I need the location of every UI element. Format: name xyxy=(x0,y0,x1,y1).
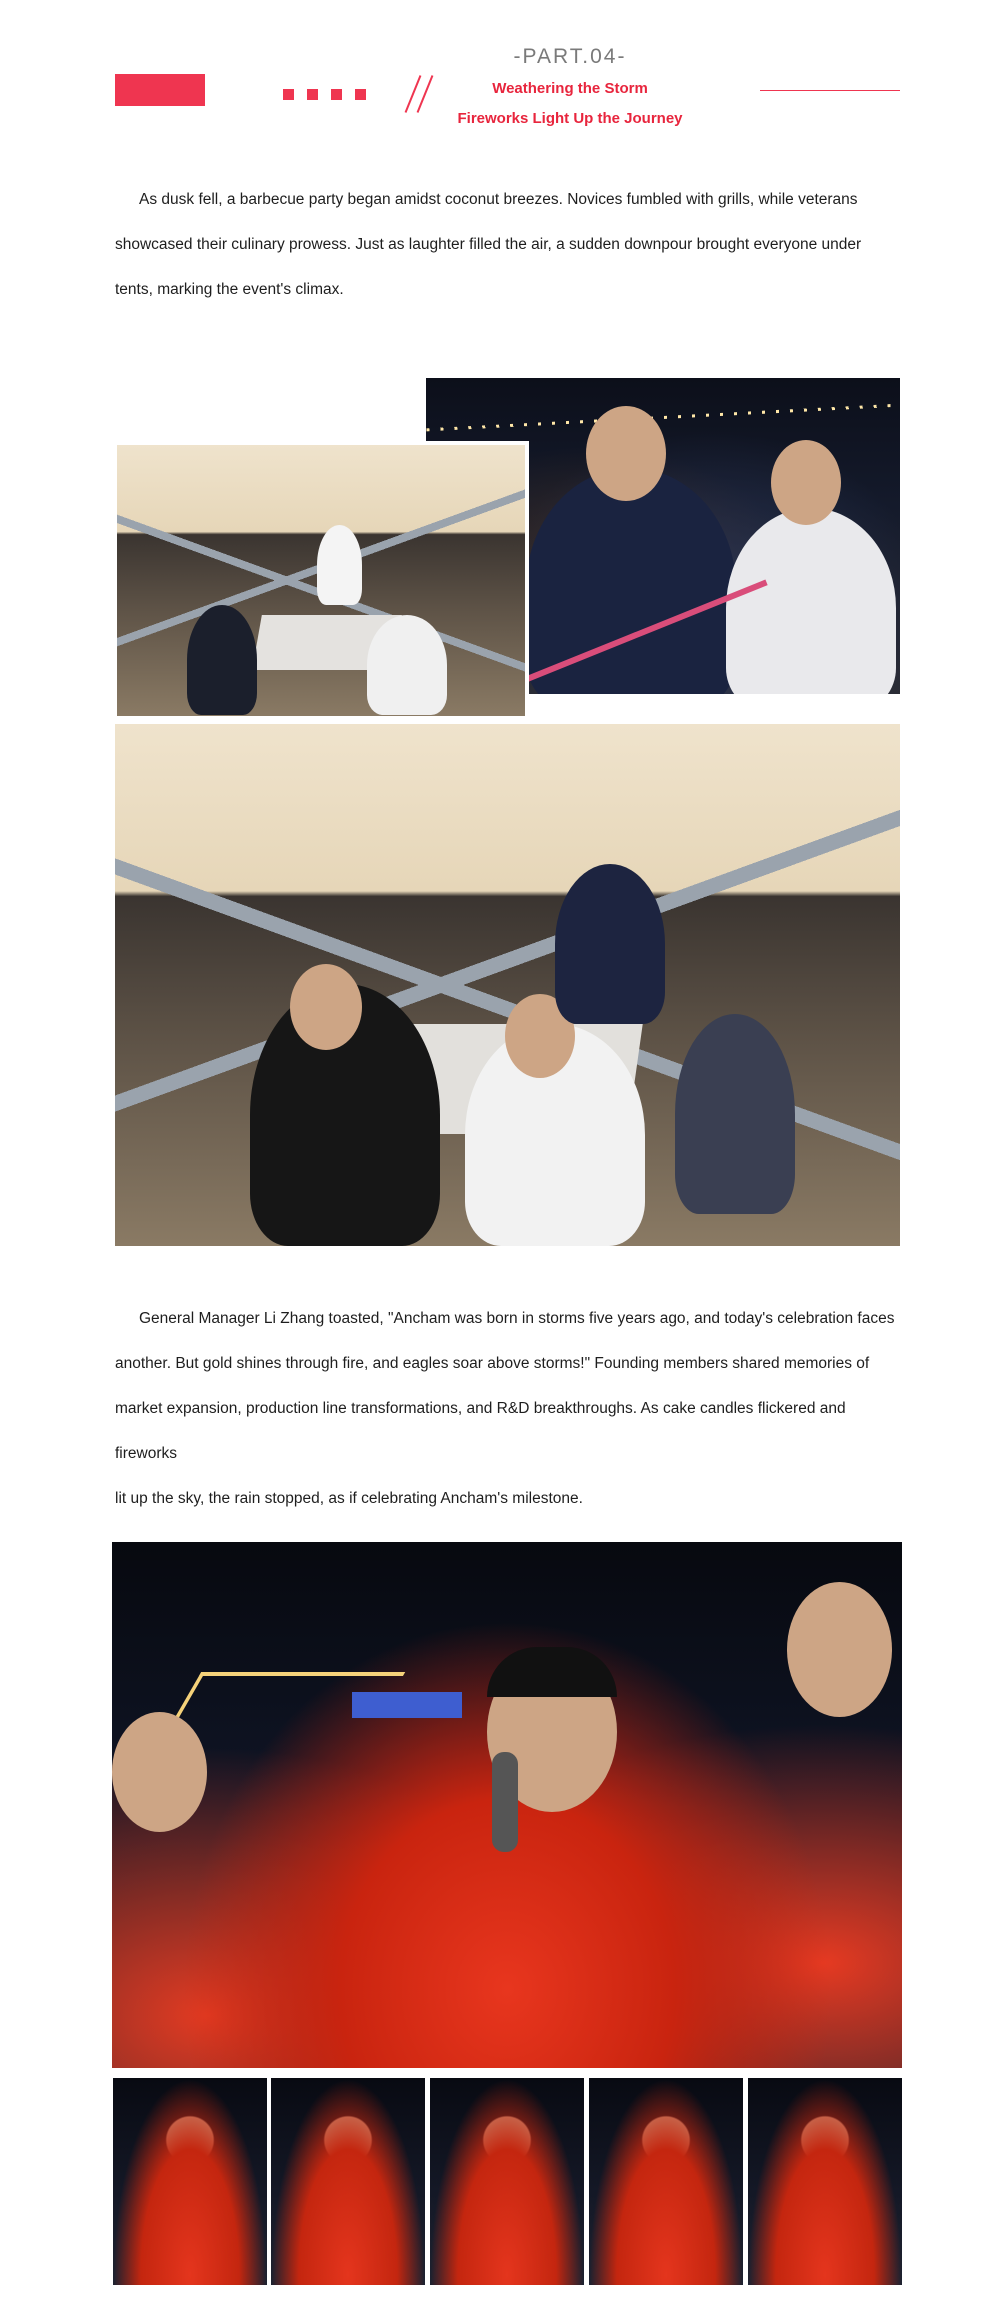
speech-line-2: another. But gold shines through fire, and eagles soar above storms!" Founding members shared memories of xyxy=(115,1355,870,1372)
photo-speaker-2 xyxy=(271,2078,425,2285)
intro-paragraph xyxy=(115,177,900,312)
photo-tent-dinner-large xyxy=(115,724,900,1246)
section-subtitle: Fireworks Light Up the Journey xyxy=(457,110,683,127)
intro-line-1: As dusk fell, a barbecue party began amidst coconut breezes. Novices fumbled with grills, while veterans xyxy=(139,191,858,208)
decor-square-1 xyxy=(283,89,294,100)
intro-line-2: showcased their culinary prowess. Just as laughter filled the air, a sudden downpour brought everyone under xyxy=(115,236,862,253)
photo-speaker-1 xyxy=(113,2078,267,2285)
photo-speaker-3 xyxy=(430,2078,584,2285)
speech-line-3: market expansion, production line transformations, and R&D breakthroughs. As cake candles flickered and fireworks xyxy=(115,1400,846,1462)
photo-tent-dinner-small xyxy=(113,441,529,720)
photo-speaker-4 xyxy=(589,2078,743,2285)
speech-paragraph xyxy=(115,1296,900,1521)
speech-line-1: General Manager Li Zhang toasted, "Ancham was born in storms five years ago, and today's celebration faces xyxy=(139,1310,895,1327)
photo-manager-speech xyxy=(112,1542,902,2068)
section-title: Weathering the Storm xyxy=(492,80,648,97)
decor-square-3 xyxy=(331,89,342,100)
header-divider-line xyxy=(760,90,900,91)
header-red-bar xyxy=(115,74,205,106)
intro-line-3: tents, marking the event's climax. xyxy=(115,281,344,298)
part-label: -PART.04- xyxy=(513,45,627,68)
photo-speaker-5 xyxy=(748,2078,902,2285)
decor-square-2 xyxy=(307,89,318,100)
decor-square-4 xyxy=(355,89,366,100)
speech-line-4: lit up the sky, the rain stopped, as if celebrating Ancham's milestone. xyxy=(115,1490,583,1507)
